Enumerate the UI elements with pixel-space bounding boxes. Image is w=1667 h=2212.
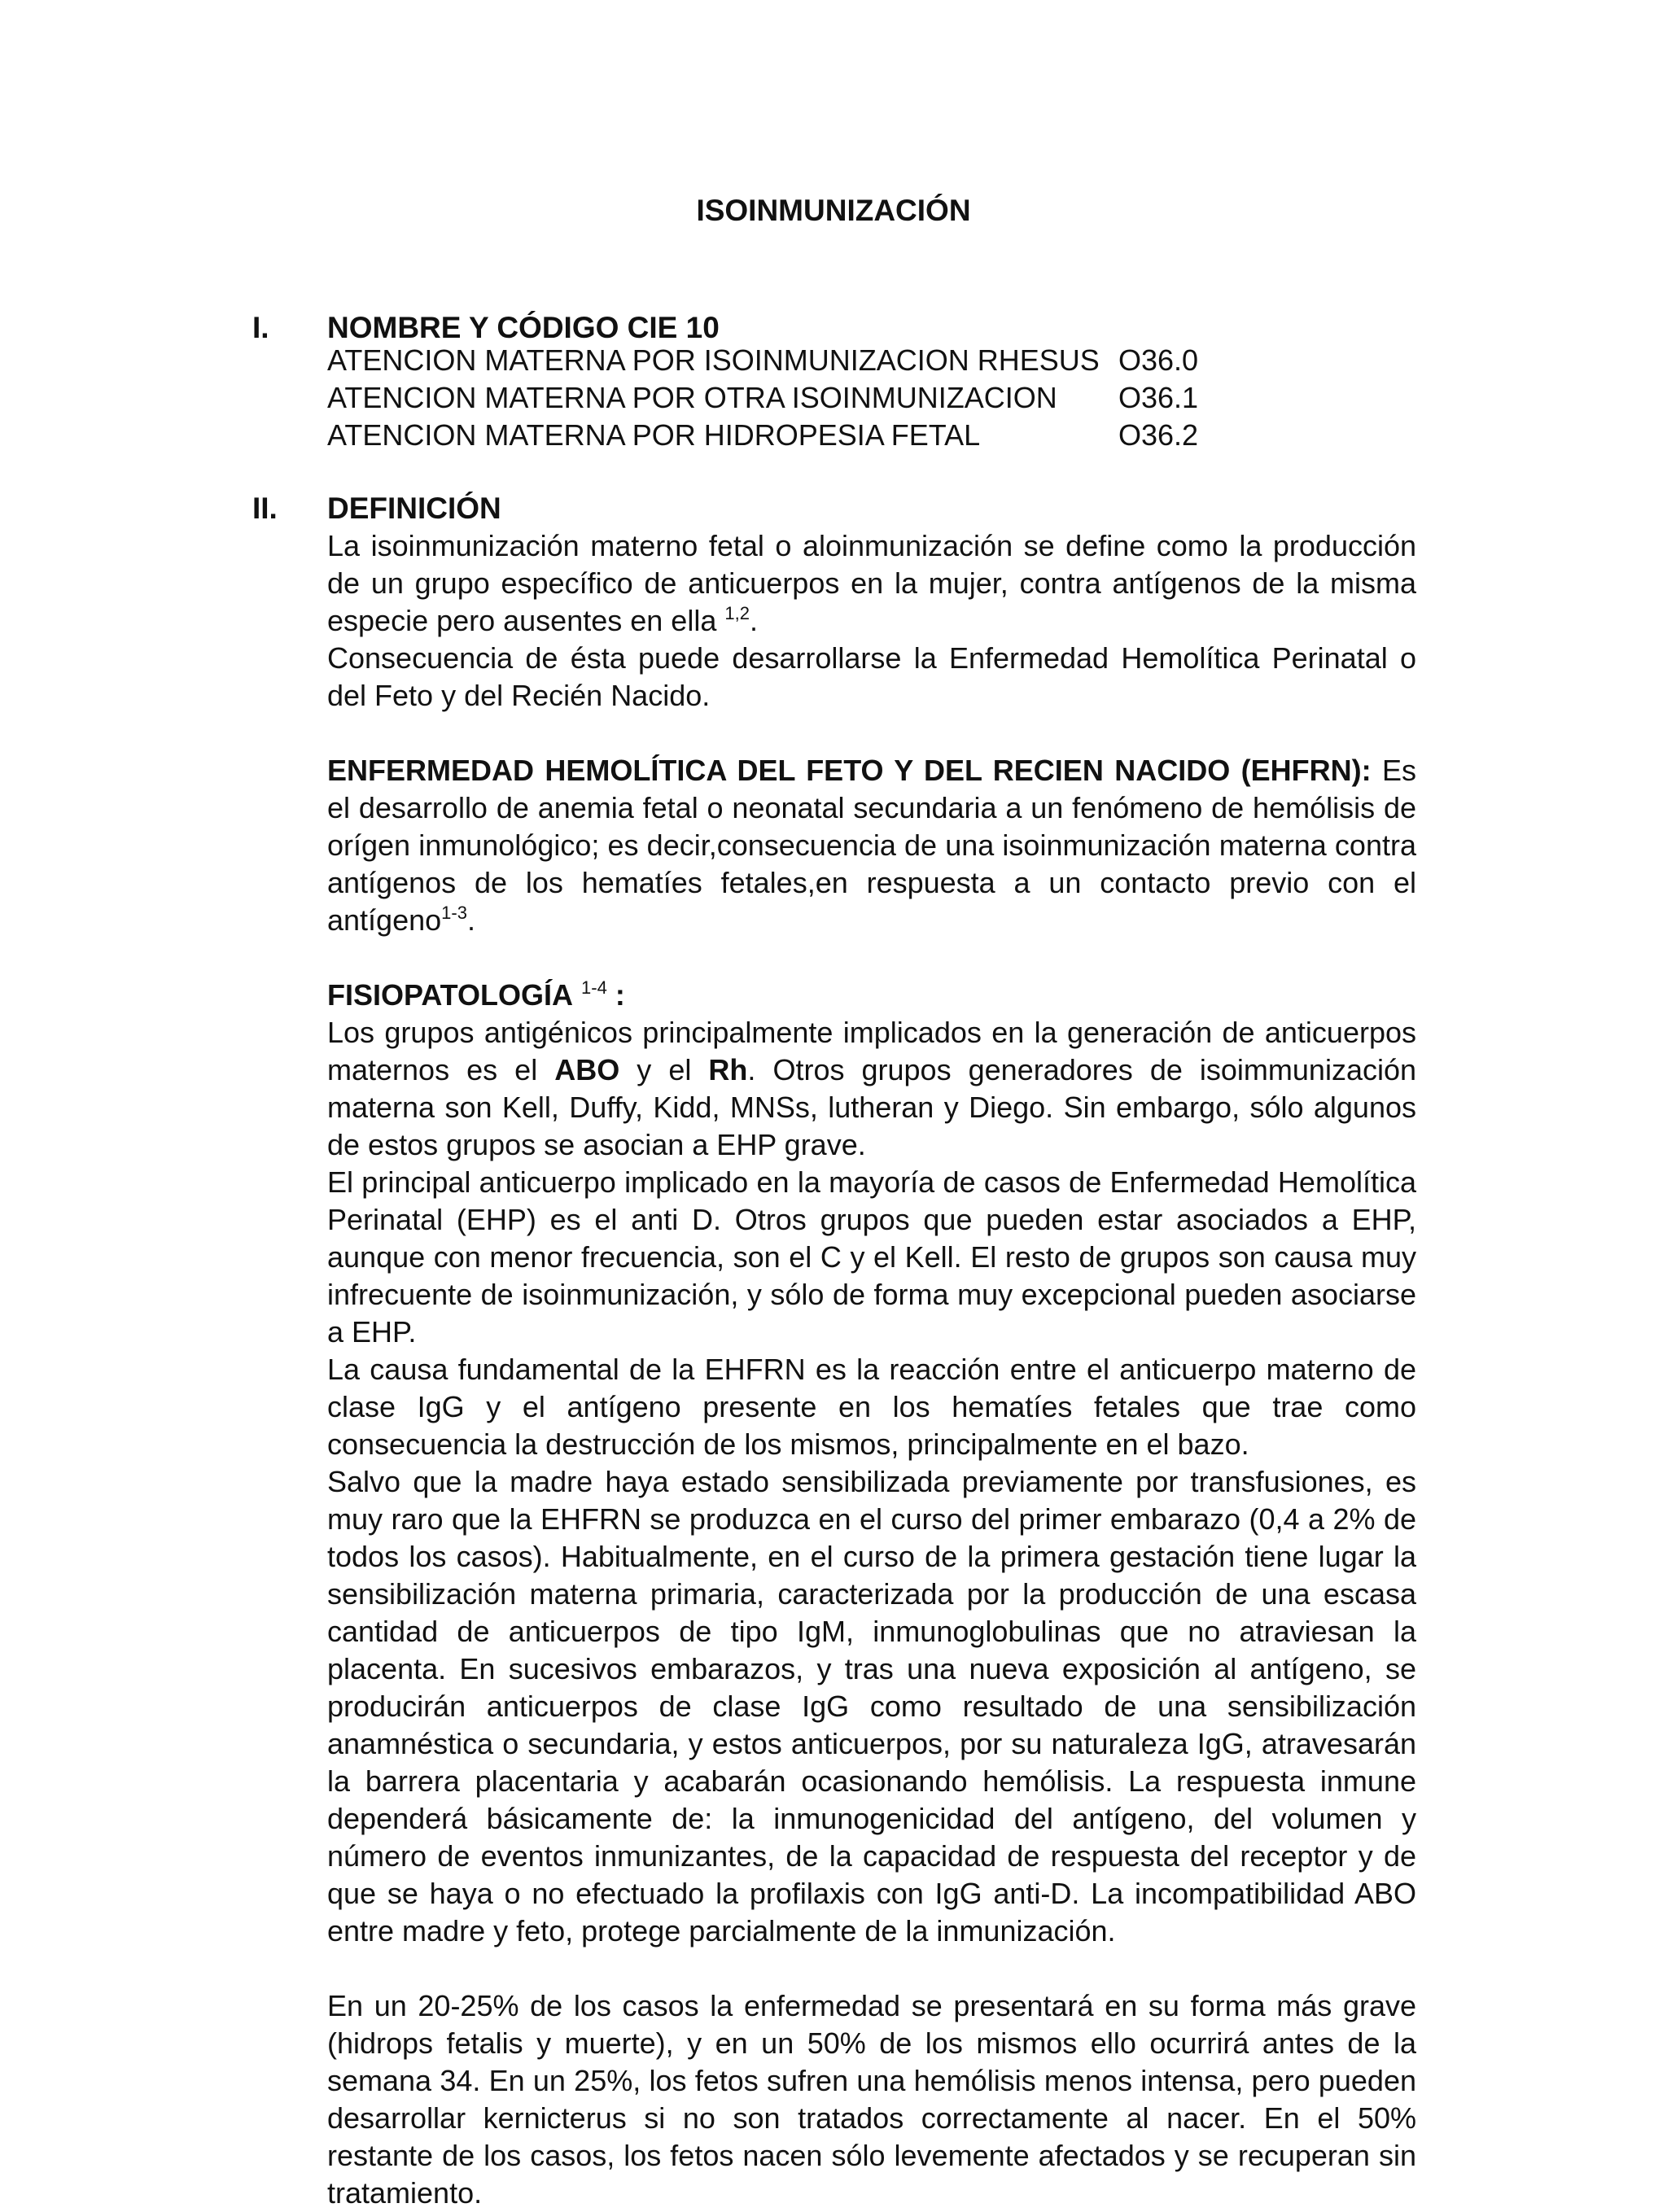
cie-code-label: ATENCION MATERNA POR HIDROPESIA FETAL: [327, 418, 981, 452]
section-2-body: [327, 527, 1416, 2212]
section-2-number: II.: [252, 492, 278, 525]
document-title: ISOINMUNIZACIÓN: [696, 194, 971, 227]
fisiopatologia-heading: FISIOPATOLOGÍA $^{1-4}$ :: [327, 977, 625, 1012]
cie-code-label: ATENCION MATERNA POR OTRA ISOINMUNIZACION: [327, 381, 1057, 414]
fisiopatologia-paragraph: La causa fundamental de la EHFRN es la reacción entre el anticuerpo materno de clase IgG y el antígeno presente en los hematíes fetales que trae como consecuencia la destrucción de los mismos, principalmente en el bazo.: [327, 1353, 1416, 1461]
cie-code-value: O36.1: [1118, 381, 1199, 414]
ehfrn-heading: ENFERMEDAD HEMOLÍTICA DEL FETO Y DEL RECIEN NACIDO (EHFRN):: [327, 754, 1372, 787]
fisiopatologia-paragraph: El principal anticuerpo implicado en la mayoría de casos de Enfermedad Hemolítica Perinatal (EHP) es el anti D. Otros grupos que pueden estar asociados a EHP, aunque con menor frecuencia, son el C y el Kell. El resto de grupos son causa muy infrecuente de isoinmunización, y sólo de forma muy excepcional pueden asociarse a EHP.: [327, 1165, 1416, 1349]
reference-superscript: 1-4: [581, 977, 607, 998]
definition-paragraph: La isoinmunización materno fetal o aloinmunización se define como la producción de un grupo específico de anticuerpos en la mujer, contra antígenos de la misma especie pero ausentes en ella $^{1,2}$.: [327, 529, 1416, 637]
section-2-heading: DEFINICIÓN: [327, 492, 501, 525]
cie-code-value: O36.0: [1118, 343, 1199, 377]
consequence-paragraph: Consecuencia de ésta puede desarrollarse la Enfermedad Hemolítica Perinatal o del Feto y del Recién Nacido.: [327, 641, 1416, 712]
cie-code-row: [327, 342, 1199, 379]
fisiopatologia-paragraph: Los grupos antigénicos principalmente implicados en la generación de anticuerpos maternos es el ABO y el Rh. Otros grupos generadores de isoimmunización materna son Kell, Duffy, Kidd, MNSs, lutheran y Diego. Sin embargo, sólo algunos de estos grupos se asocian a EHP grave.: [327, 1016, 1417, 1161]
fisiopatologia-paragraph: Salvo que la madre haya estado sensibilizada previamente por transfusiones, es muy raro que la EHFRN se produzca en el curso del primer embarazo (0,4 a 2% de todos los casos). Habitualmente, en el curso de la primera gestación tiene lugar la sensibilización materna primaria, caracterizada por la producción de una escasa cantidad de anticuerpos de tipo IgM, inmunoglobulinas que no atraviesan la placenta. En sucesivos embarazos, y tras una nueva exposición al antígeno, se producirán anticuerpos de clase IgG como resultado de una sensibilización anamnéstica o secundaria, y estos anticuerpos, por su naturaleza IgG, atravesarán la barrera placentaria y acabarán ocasionando hemólisis. La respuesta inmune dependerá básicamente de: la inmunogenicidad del antígeno, del volumen y número de eventos inmunizantes, de la capacidad de respuesta del receptor y de que se haya o no efectuado la profilaxis con IgG anti-D. La incompatibilidad ABO entre madre y feto, protege parcialmente de la inmunización.: [327, 1465, 1416, 1948]
cie-code-label: ATENCION MATERNA POR ISOINMUNIZACION RHESUS: [327, 343, 1100, 377]
reference-superscript: 1,2: [724, 603, 750, 623]
cie-code-row: [327, 417, 1199, 454]
ehfrn-paragraph: ENFERMEDAD HEMOLÍTICA DEL FETO Y DEL RECIEN NACIDO (EHFRN): Es el desarrollo de anemia fetal o neonatal secundaria a un fenómeno de hemólisis de orígen inmunológico; es decir,consecuencia de una isoinmunización materna contra antígenos de los hematíes fetales,en respuesta a un contacto previo con el antígeno$^{1-3}$.: [327, 754, 1416, 937]
fisiopatologia-paragraph: En un 20-25% de los casos la enfermedad se presentará en su forma más grave (hidrops fetalis y muerte), y en un 50% de los mismos ello ocurrirá antes de la semana 34. En un 25%, los fetos sufren una hemólisis menos intensa, pero pueden desarrollar kernicterus si no son tratados correctamente al nacer. En el 50% restante de los casos, los fetos nacen sólo levemente afectados y se recuperan sin tratamiento.: [327, 1989, 1416, 2210]
reference-superscript: 1-3: [441, 903, 467, 923]
cie-code-row: [327, 379, 1199, 417]
cie-code-value: O36.2: [1118, 418, 1199, 452]
section-1-number: I.: [252, 311, 269, 344]
section-1-heading: NOMBRE Y CÓDIGO CIE 10: [327, 311, 720, 344]
